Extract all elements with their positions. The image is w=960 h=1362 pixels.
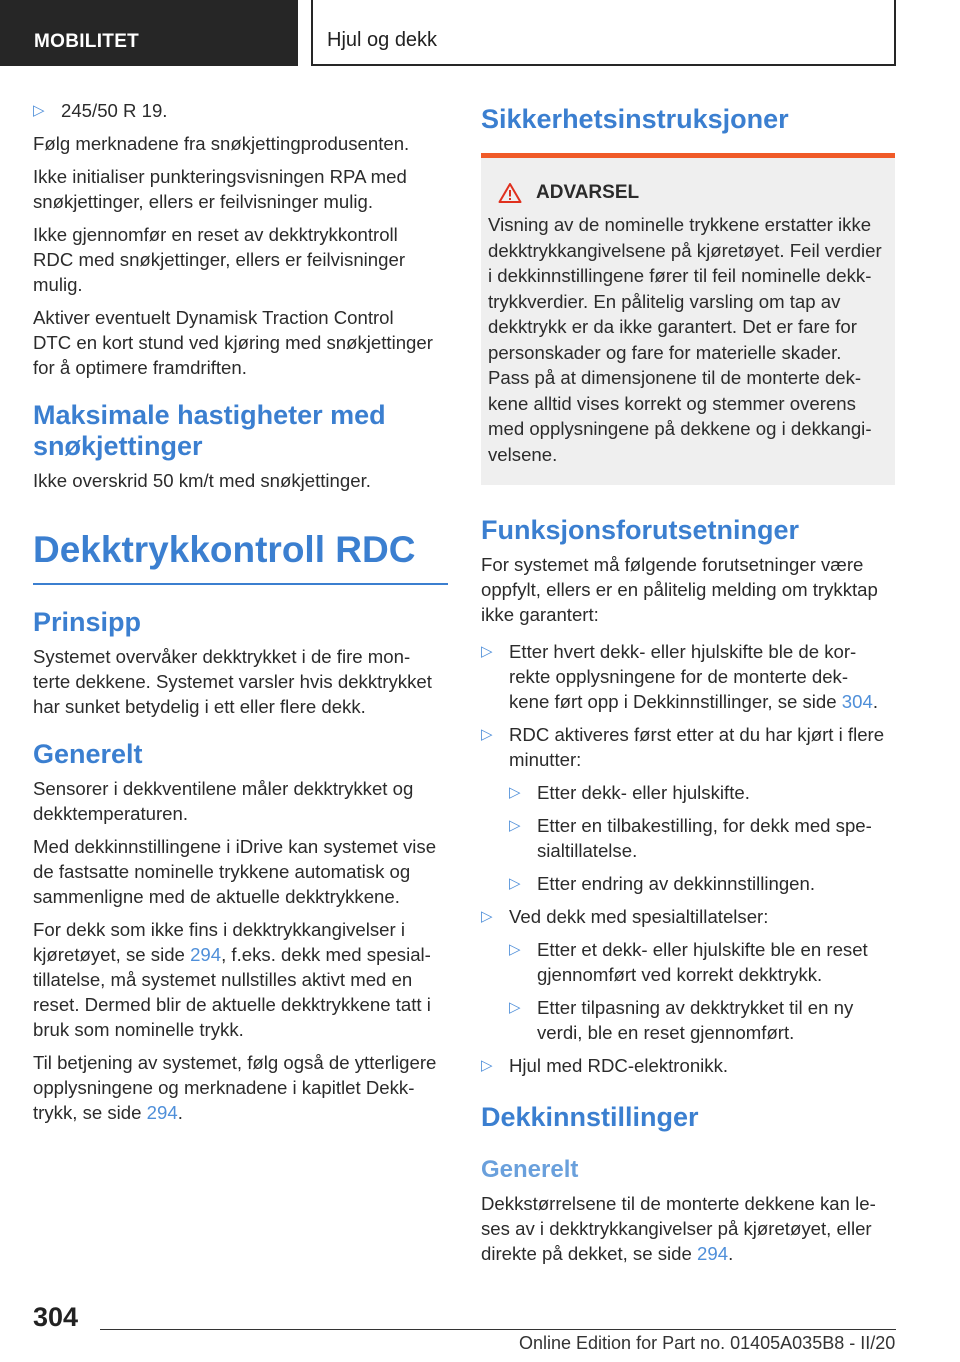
triangle-bullet-icon: ▷	[509, 941, 521, 958]
heading-max-speed: Maksimale hastigheter med snøkjettinger	[33, 400, 386, 461]
paragraph: For systemet må følgende forutsetninger være oppfylt, ellers er en pålitelig melding om trykktap ikke garantert:	[481, 554, 878, 625]
paragraph: Systemet overvåker dekktrykket i de fire mon- terte dekkene. Systemet varsler hvis dekktrykket har sunket betydelig i ett eller flere dekk.	[33, 646, 432, 717]
triangle-bullet-icon: ▷	[509, 784, 521, 801]
page-link[interactable]: 294	[146, 1102, 178, 1123]
section-tab: MOBILITET	[0, 0, 298, 66]
list-item: ▷ Hjul med RDC-elektronikk.	[481, 1055, 729, 1076]
warning-text: Visning av de nominelle trykkene erstatter ikke dekktrykkangivelsene på kjøretøyet. Feil verdier i dekkinnstillingene fører til feil nominelle dekk- trykkverdier. En pålitelig varsling om tap av dekktrykk er da ikke garantert. Det er fare for personskader og fare for materielle skader. Pass på at dimensjonene til de monterte dek- kene alltid vises korrekt og stemmer overens med opplysningene på dekkene og i dekkangi- velsene.	[488, 214, 882, 465]
chapter-title: Hjul og dekk	[311, 0, 896, 66]
list-item: ▷ Etter endring av dekkinnstillingen.	[509, 873, 816, 894]
left-column	[33, 98, 448, 1133]
paragraph: Ikke gjennomfør en reset av dekktrykkontroll RDC med snøkjettinger, ellers er feilvisninger mulig.	[33, 224, 406, 295]
list-item: ▷ 245/50 R 19.	[33, 100, 168, 121]
page-title: Dekktrykkontroll RDC	[33, 527, 448, 585]
paragraph: Til betjening av systemet, følg også de ytterligere opplysningene og merknadene i kapitlet Dekk- trykk, se side 294.	[33, 1052, 437, 1123]
triangle-bullet-icon: ▷	[509, 875, 521, 892]
paragraph: Sensorer i dekkventilene måler dekktrykket og dekktemperaturen.	[33, 778, 414, 824]
paragraph: Med dekkinnstillingene i iDrive kan systemet vise de fastsatte nominelle trykkene automatisk og sammenligne med de aktuelle dekktrykkene.	[33, 836, 437, 907]
heading-prerequisites: Funksjonsforutsetninger	[481, 515, 800, 545]
paragraph: Ikke overskrid 50 km/t med snøkjettinger.	[33, 470, 371, 491]
paragraph: Dekkstørrelsene til de monterte dekkene kan le- ses av i dekktrykkangivelser på kjøretøyet, eller direkte på dekket, se side 294.	[481, 1193, 876, 1264]
heading-prinsipp: Prinsipp	[33, 607, 142, 637]
warning-triangle-icon	[498, 182, 522, 204]
triangle-bullet-icon: ▷	[481, 643, 493, 660]
paragraph: For dekk som ikke fins i dekktrykkangivelser i kjøretøyet, se side 294, f.eks. dekk med spesial- tillatelse, må systemet nullstilles aktivt med en reset. Dermed blir de aktuelle dekktrykkene tatt i bruk som nominelle trykk.	[33, 919, 431, 1040]
heading-generelt-2: Generelt	[481, 1156, 579, 1183]
page-link[interactable]: 294	[697, 1243, 729, 1264]
page-link[interactable]: 304	[841, 691, 873, 712]
list-item: ▷ Etter et dekk- eller hjulskifte ble en reset gjennomført ved korrekt dekktrykk.	[509, 939, 868, 985]
triangle-bullet-icon: ▷	[481, 1057, 493, 1074]
heading-safety: Sikkerhetsinstruksjoner	[481, 104, 789, 134]
right-column	[481, 98, 895, 1274]
list-item: ▷ Etter dekk- eller hjulskifte.	[509, 782, 750, 803]
heading-tire-settings: Dekkinnstillinger	[481, 1102, 699, 1132]
triangle-bullet-icon: ▷	[33, 102, 45, 119]
triangle-bullet-icon: ▷	[481, 908, 493, 925]
footer-edition: Online Edition for Part no. 01405A035B8 - II/20	[519, 1333, 896, 1353]
heading-generelt: Generelt	[33, 739, 143, 769]
triangle-bullet-icon: ▷	[509, 817, 521, 834]
list-item: ▷ RDC aktiveres først etter at du har kjørt i flere minutter:	[481, 724, 885, 770]
triangle-bullet-icon: ▷	[509, 999, 521, 1016]
triangle-bullet-icon: ▷	[481, 726, 493, 743]
footer-divider	[100, 1329, 896, 1330]
page-number: 304	[33, 1302, 79, 1332]
warning-box	[481, 153, 895, 485]
page-link[interactable]: 294	[190, 944, 222, 965]
list-item: ▷ Ved dekk med spesialtillatelser:	[481, 906, 769, 927]
list-item: ▷ Etter en tilbakestilling, for dekk med spe- sialtillatelse.	[509, 815, 872, 861]
list-item: ▷ Etter hvert dekk- eller hjulskifte ble de kor- rekte opplysningene for de monterte dek- kene ført opp i Dekkinnstillinger, se side 304.	[481, 641, 878, 712]
paragraph: Følg merknadene fra snøkjettingprodusenten.	[33, 133, 410, 154]
paragraph: Ikke initialiser punkteringsvisningen RPA med snøkjettinger, ellers er feilvisninger mulig.	[33, 166, 407, 212]
paragraph: Aktiver eventuelt Dynamisk Traction Control DTC en kort stund ved kjøring med snøkjettinger for å optimere framdriften.	[33, 307, 433, 378]
warning-header: ADVARSEL	[488, 182, 887, 204]
list-item: ▷ Etter tilpasning av dekktrykket til en ny verdi, ble en reset gjennomført.	[509, 997, 854, 1043]
